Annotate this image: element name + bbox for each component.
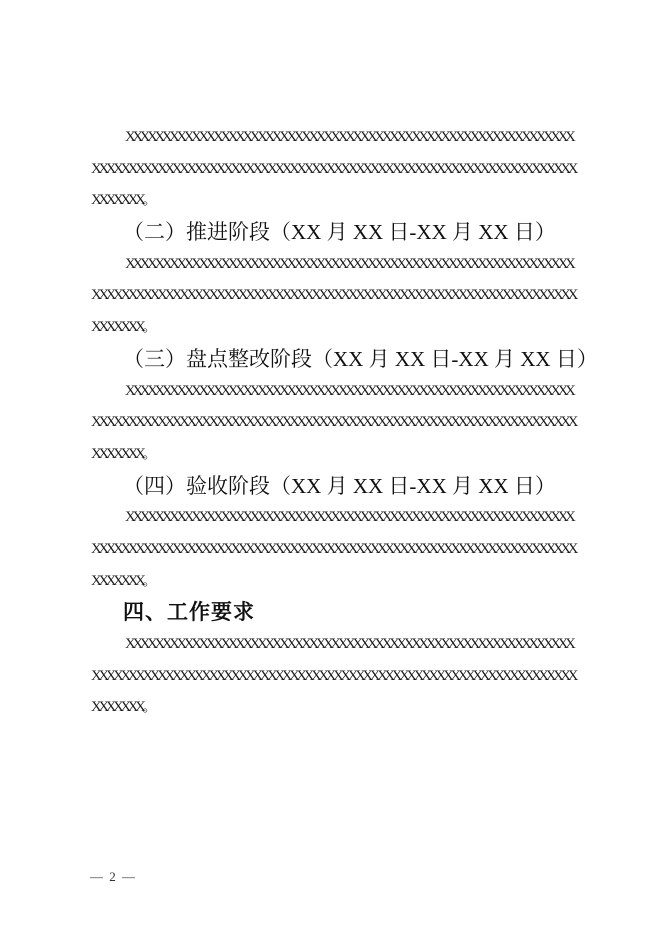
paragraph-line: XXXXXXXXXXXXXXXXXXXXXXXXXXXXXXXXXXXXXXXXXXXXXXXXXXXXXXXXXXXXX	[125, 636, 573, 652]
paragraph-line: XXXXXXX。	[91, 192, 154, 209]
paragraph-line: XXXXXXXXXXXXXXXXXXXXXXXXXXXXXXXXXXXXXXXXXXXXXXXXXXXXXXXXXXXXX	[125, 255, 573, 272]
paragraph-line: XXXXXXXXXXXXXXXXXXXXXXXXXXXXXXXXXXXXXXXXXXXXXXXXXXXXXXXXXXXXX	[125, 129, 573, 145]
paragraph-line: XXXXXXX。	[91, 445, 154, 462]
paragraph-line: XXXXXXXXXXXXXXXXXXXXXXXXXXXXXXXXXXXXXXXXXXXXXXXXXXXXXXXXXXXXXXXXXX	[91, 414, 575, 431]
section-heading-work-requirements: 四、工作要求	[123, 601, 255, 625]
page-number: — 2 —	[90, 869, 137, 884]
document-body	[91, 122, 598, 724]
section-heading-stage-3: （三）盘点整改阶段（XX 月 XX 日-XX 月 XX 日）	[123, 346, 598, 371]
paragraph-line: XXXXXXX。	[91, 699, 154, 716]
paragraph-line: XXXXXXXXXXXXXXXXXXXXXXXXXXXXXXXXXXXXXXXXXXXXXXXXXXXXXXXXXXXXXXXXXX	[91, 160, 575, 177]
paragraph-line: XXXXXXXXXXXXXXXXXXXXXXXXXXXXXXXXXXXXXXXXXXXXXXXXXXXXXXXXXXXXX	[125, 382, 573, 399]
paragraph-line: XXXXXXXXXXXXXXXXXXXXXXXXXXXXXXXXXXXXXXXXXXXXXXXXXXXXXXXXXXXXXXXXXX	[91, 540, 575, 557]
paragraph-line: XXXXXXX。	[91, 319, 154, 336]
section-heading-stage-2: （二）推进阶段（XX 月 XX 日-XX 月 XX 日）	[123, 220, 556, 245]
paragraph-line: XXXXXXXXXXXXXXXXXXXXXXXXXXXXXXXXXXXXXXXXXXXXXXXXXXXXXXXXXXXXX	[125, 509, 573, 526]
section-heading-stage-4: （四）验收阶段（XX 月 XX 日-XX 月 XX 日）	[123, 473, 556, 498]
paragraph-line: XXXXXXXXXXXXXXXXXXXXXXXXXXXXXXXXXXXXXXXXXXXXXXXXXXXXXXXXXXXXXXXXXX	[91, 667, 575, 684]
paragraph-line: XXXXXXX。	[91, 572, 154, 589]
paragraph-line: XXXXXXXXXXXXXXXXXXXXXXXXXXXXXXXXXXXXXXXXXXXXXXXXXXXXXXXXXXXXXXXXXX	[91, 287, 575, 304]
